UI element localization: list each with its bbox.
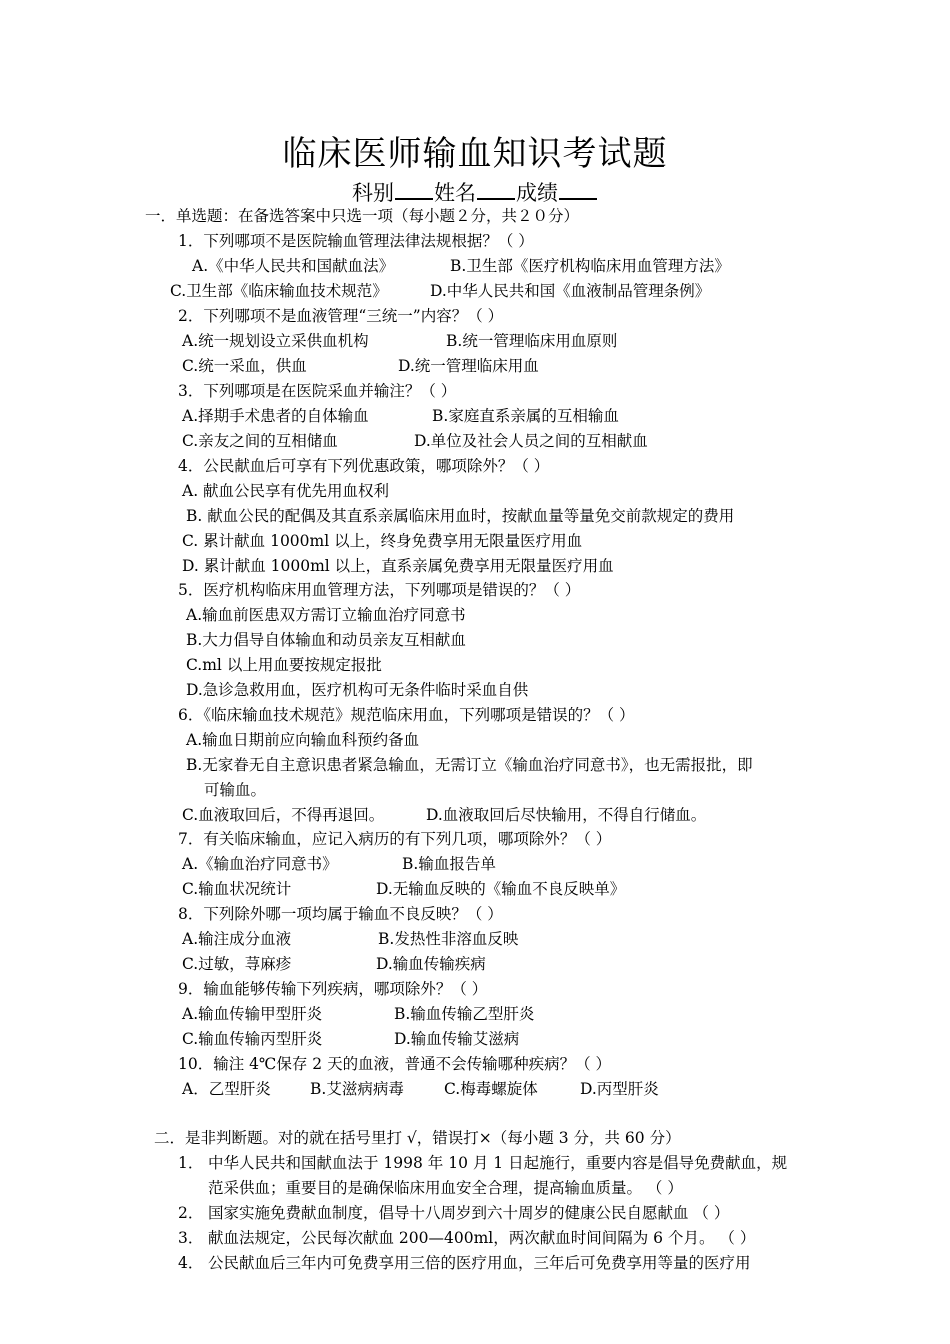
score-label: 成绩 [516, 181, 558, 205]
section1-header: 一．单选题：在备选答案中只选一项（每小题２分，共２０分） [145, 207, 580, 225]
question-4-option-d: D. 累计献血 1000ml 以上，直系亲属免费享用无限量医疗用血 [182, 557, 614, 575]
question-7-option-d: D.无输血反映的《输血不良反映单》 [376, 880, 626, 898]
name-blank[interactable] [477, 178, 515, 200]
judgment-2-text: 国家实施免费献血制度，倡导十八周岁到六十周岁的健康公民自愿献血 （ ） [208, 1204, 730, 1222]
question-7-option-a: A.《输血治疗同意书》 [182, 855, 338, 873]
question-1-option-d: D.中华人民共和国《血液制品管理条例》 [430, 282, 711, 300]
question-4-option-c: C. 累计献血 1000ml 以上，终身免费享用无限量医疗用血 [182, 532, 583, 550]
question-4-option-a: A. 献血公民享有优先用血权利 [182, 482, 390, 500]
judgment-2-number: 2． [178, 1204, 204, 1222]
question-9-option-c: C.输血传输丙型肝炎 [182, 1030, 323, 1048]
question-2-option-c: C.统一采血，供血 [182, 357, 307, 375]
judgment-3-text: 献血法规定，公民每次献血 200—400ml，两次献血时间间隔为 6 个月。 （ ） [208, 1229, 756, 1247]
dept-label: 科别 [352, 181, 394, 205]
info-fields [0, 178, 950, 207]
question-6-option-c: C.血液取回后，不得再退回。 [182, 806, 385, 824]
question-5-option-d: D.急诊急救用血，医疗机构可无条件临时采血自供 [186, 681, 529, 699]
judgment-1-text-cont: 范采供血；重要目的是确保临床用血安全合理，提高输血质量。 （ ） [208, 1179, 683, 1197]
question-9-stem: 9．输血能够传输下列疾病，哪项除外？（ ） [178, 980, 488, 998]
question-2-option-b: B.统一管理临床用血原则 [446, 332, 618, 350]
question-10-option-b: B.艾滋病病毒 [310, 1080, 404, 1098]
name-label: 姓名 [434, 181, 476, 205]
question-5-option-c: C.ml 以上用血要按规定报批 [186, 656, 382, 674]
question-10-option-a: A．乙型肝炎 [182, 1080, 271, 1098]
question-8-option-c: C.过敏，荨麻疹 [182, 955, 292, 973]
question-10-option-c: C.梅毒螺旋体 [444, 1080, 538, 1098]
question-7-option-c: C.输血状况统计 [182, 880, 292, 898]
question-3-option-a: A.择期手术患者的自体输血 [182, 407, 369, 425]
question-2-option-a: A.统一规划设立采供血机构 [182, 332, 369, 350]
question-8-option-a: A.输注成分血液 [182, 930, 292, 948]
judgment-1-text: 中华人民共和国献血法于 1998 年 10 月 1 日起施行，重要内容是倡导免费献血，规 [208, 1154, 788, 1172]
question-7-option-b: B.输血报告单 [402, 855, 496, 873]
question-3-option-d: D.单位及社会人员之间的互相献血 [414, 432, 648, 450]
question-8-option-d: D.输血传输疾病 [376, 955, 486, 973]
judgment-1-number: 1． [178, 1154, 204, 1172]
judgment-4-number: 4． [178, 1254, 204, 1272]
question-5-option-a: A.输血前医患双方需订立输血治疗同意书 [186, 606, 466, 624]
question-9-option-d: D.输血传输艾滋病 [394, 1030, 520, 1048]
question-3-stem: 3．下列哪项是在医院采血并输注？（ ） [178, 382, 457, 400]
question-1-option-c: C.卫生部《临床输血技术规范》 [170, 282, 388, 300]
score-blank[interactable] [559, 178, 597, 200]
question-4-option-b: B. 献血公民的配偶及其直系亲属临床用血时，按献血量等量免交前款规定的费用 [186, 507, 735, 525]
question-5-stem: 5．医疗机构临床用血管理方法，下列哪项是错误的？（ ） [178, 581, 581, 599]
dept-blank[interactable] [395, 178, 433, 200]
judgment-4-text: 公民献血后三年内可免费享用三倍的医疗用血，三年后可免费享用等量的医疗用 [208, 1254, 751, 1272]
question-1-stem: 1．下列哪项不是医院输血管理法律法规根据？（ ） [178, 232, 534, 250]
question-8-stem: 8．下列除外哪一项均属于输血不良反映？（ ） [178, 905, 503, 923]
page-title: 临床医师输血知识考试题 [282, 134, 668, 174]
question-7-stem: 7．有关临床输血，应记入病历的有下列几项，哪项除外？（ ） [178, 830, 612, 848]
question-9-option-b: B.输血传输乙型肝炎 [394, 1005, 535, 1023]
section2-header: 二．是非判断题。对的就在括号里打 √，错误打×（每小题 3 分，共 60 分） [154, 1129, 681, 1147]
question-1-option-a: A.《中华人民共和国献血法》 [192, 257, 395, 275]
question-6-option-d: D.血液取回后尽快输用，不得自行储血。 [426, 806, 707, 824]
question-5-option-b: B.大力倡导自体输血和动员亲友互相献血 [186, 631, 466, 649]
question-2-stem: 2．下列哪项不是血液管理“三统一”内容？（ ） [178, 307, 504, 325]
question-8-option-b: B.发热性非溶血反映 [378, 930, 519, 948]
question-10-option-d: D.丙型肝炎 [580, 1080, 659, 1098]
judgment-3-number: 3． [178, 1229, 204, 1247]
question-1-option-b: B.卫生部《医疗机构临床用血管理方法》 [450, 257, 730, 275]
question-10-stem: 10．输注 4℃保存 2 天的血液，普通不会传输哪种疾病？（ ） [178, 1055, 611, 1073]
question-2-option-d: D.统一管理临床用血 [398, 357, 539, 375]
question-3-option-b: B.家庭直系亲属的互相输血 [432, 407, 619, 425]
question-6-stem: 6．《临床输血技术规范》规范临床用血，下列哪项是错误的？（ ） [178, 706, 635, 724]
question-6-option-b-cont: 可输血。 [204, 781, 267, 799]
question-9-option-a: A.输血传输甲型肝炎 [182, 1005, 323, 1023]
question-4-stem: 4．公民献血后可享有下列优惠政策，哪项除外？（ ） [178, 457, 550, 475]
question-6-option-a: A.输血日期前应向输血科预约备血 [186, 731, 420, 749]
question-3-option-c: C.亲友之间的互相储血 [182, 432, 338, 450]
question-6-option-b: B.无家眷无自主意识患者紧急输血，无需订立《输血治疗同意书》，也无需报批，即 [186, 756, 753, 774]
